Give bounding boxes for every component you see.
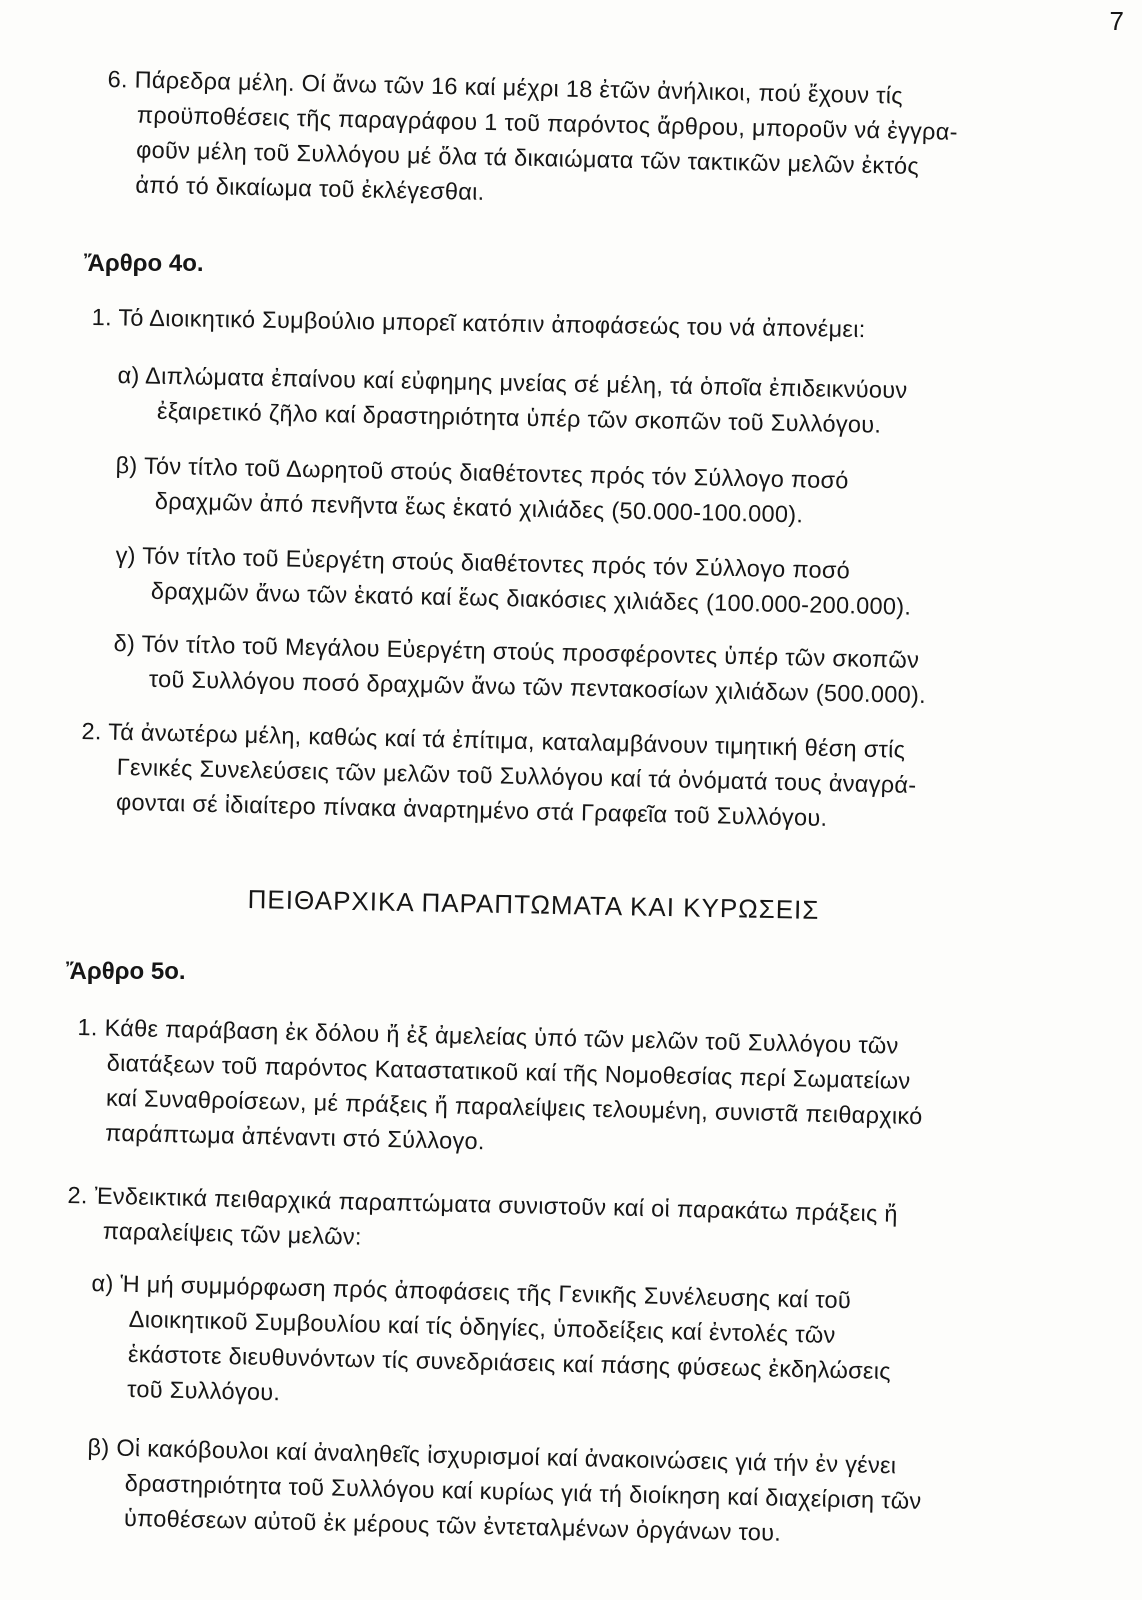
page-number: 7	[1109, 6, 1124, 36]
paragraph-line: 2. Τά ἀνωτέρω μέλη, καθώς καί τά ἐπίτιμα, καταλαμβάνουν τιμητική θέση στίς	[81, 717, 906, 763]
paragraph-line: Διοικητικοῦ Συμβουλίου καί τίς ὁδηγίες, ὑποδείξεις καί ἐντολές τῶν	[128, 1305, 836, 1348]
article-4-item-1	[91, 300, 1081, 351]
article-5-heading: Ἄρθρο 5ο.	[66, 958, 186, 985]
paragraph-line: α) Ἡ μή συμμόρφωση πρός ἀποφάσεις τῆς Γενικῆς Συνέλευσης καί τοῦ	[91, 1269, 852, 1314]
paragraph-line: φονται σέ ἰδιαίτερο πίνακα ἀναρτημένο στά Γραφεῖα τοῦ Συλλόγου.	[115, 788, 828, 831]
paragraph-line: παράπτωμα ἀπέναντι στό Σύλλογο.	[104, 1119, 486, 1155]
paragraph-line: τοῦ Συλλόγου ποσό δραχμῶν ἄνω τῶν πεντακοσίων χιλιάδων (500.000).	[148, 665, 927, 709]
article-5-item-b	[86, 1430, 1088, 1558]
paragraph-line: 1. Κάθε παράβαση ἐκ δόλου ἤ ἐξ ἀμελείας ὑπό τῶν μελῶν τοῦ Συλλόγου τῶν	[77, 1013, 899, 1059]
article-4-item-a	[117, 358, 1098, 447]
paragraph-line: 1. Τό Διοικητικό Συμβούλιο μπορεῖ κατόπιν ἀποφάσεώς του νά ἀπονέμει:	[91, 303, 866, 343]
paragraph-line: ἑκάστοτε διευθυνόντων τίς συνεδριάσεις καί πάσης φύσεως ἐκδηλώσεις	[127, 1340, 892, 1385]
article-5-item-a	[89, 1266, 1092, 1429]
article-4-heading: Ἄρθρο 4ο.	[84, 250, 204, 277]
paragraph-line: δραχμῶν ἀπό πενῆντα ἕως ἑκατό χιλιάδες (50.000-100.000).	[154, 487, 804, 528]
paragraph-line: ὑποθέσεων αὐτοῦ ἐκ μέρους τῶν ἐντεταλμένων ὀργάνων του.	[123, 1504, 782, 1546]
paragraph-line: 2. Ἐνδεικτικά πειθαρχικά παραπτώματα συνιστοῦν καί οἱ παρακάτω πράξεις ἤ	[67, 1181, 899, 1227]
section-title: ΠΕΙΘΑΡΧΙΚΑ ΠΑΡΑΠΤΩΜΑΤΑ ΚΑΙ ΚΥΡΩΣΕΙΣ	[247, 884, 820, 925]
paragraph-line: γ) Τόν τίτλο τοῦ Εὐεργέτη στούς διαθέτοντες πρός τόν Σύλλογο ποσό	[115, 541, 851, 584]
paragraph-line: παραλείψεις τῶν μελῶν:	[102, 1217, 363, 1250]
article-4-item-d	[113, 626, 1094, 717]
paragraph-line: β) Τόν τίτλο τοῦ Δωρητοῦ στούς διαθέτοντες πρός τόν Σύλλογο ποσό	[115, 451, 849, 494]
paragraph-line: ἐξαιρετικό ζῆλο καί δραστηριότητα ὑπέρ τῶν σκοπῶν τοῦ Συλλόγου.	[156, 397, 882, 438]
paragraph-line: προϋποθέσεις τῆς παραγράφου 1 τοῦ παρόντος ἄρθρου, μποροῦν νά ἐγγρα-	[136, 101, 959, 145]
article-5-item-2	[66, 1178, 1087, 1271]
article-4-item-b	[115, 448, 1096, 539]
paragraph-line: τοῦ Συλλόγου.	[126, 1375, 281, 1406]
paragraph-line: δραστηριότητα τοῦ Συλλόγου καί κυρίως γιά τή διοίκηση καί διαχείριση τῶν	[124, 1469, 922, 1514]
paragraph-line: α) Διπλώματα ἐπαίνου καί εὐφημης μνείας σέ μέλη, τά ὁποῖα ἐπιδεικνύουν	[117, 361, 908, 404]
paragraph-line: διατάξεων τοῦ παρόντος Καταστατικοῦ καί τῆς Νομοθεσίας περί Σωματείων	[106, 1049, 911, 1094]
article-4-item-2	[80, 714, 1092, 842]
paragraph-line: καί Συναθροίσεων, μέ πράξεις ἤ παραλείψεις τελουμένη, συνιστᾶ πειθαρχικό	[105, 1084, 923, 1130]
paragraph-line: φοῦν μέλη τοῦ Συλλόγου μέ ὅλα τά δικαιώματα τῶν τακτικῶν μελῶν ἐκτός	[135, 136, 920, 180]
paragraph-line: δ) Τόν τίτλο τοῦ Μεγάλου Εὐεργέτη στούς προσφέροντες ὑπέρ τῶν σκοπῶν	[113, 629, 920, 673]
paragraph-line: Γενικές Συνελεύσεις τῶν μελῶν τοῦ Συλλόγου καί τά ὀνόματά τους ἀναγρά-	[116, 753, 917, 798]
paragraph-line: ἀπό τό δικαίωμα τοῦ ἐκλέγεσθαι.	[135, 171, 485, 205]
paragraph-line: δραχμῶν ἄνω τῶν ἑκατό καί ἕως διακόσιες χιλιάδες (100.000-200.000).	[150, 577, 912, 620]
paragraph-line: β) Οἱ κακόβουλοι καί ἀναληθεῖς ἰσχυρισμοί καί ἀνακοινώσεις γιά τήν ἐν γένει	[87, 1433, 897, 1479]
paragraph-6	[105, 62, 1098, 223]
article-5-item-1	[75, 1010, 1098, 1173]
article-4-item-c	[115, 538, 1096, 629]
paragraph-line: 6. Πάρεδρα μέλη. Οί ἄνω τῶν 16 καί μέχρι 18 ἐτῶν ἀνήλικοι, πού ἔχουν τίς	[107, 65, 904, 109]
